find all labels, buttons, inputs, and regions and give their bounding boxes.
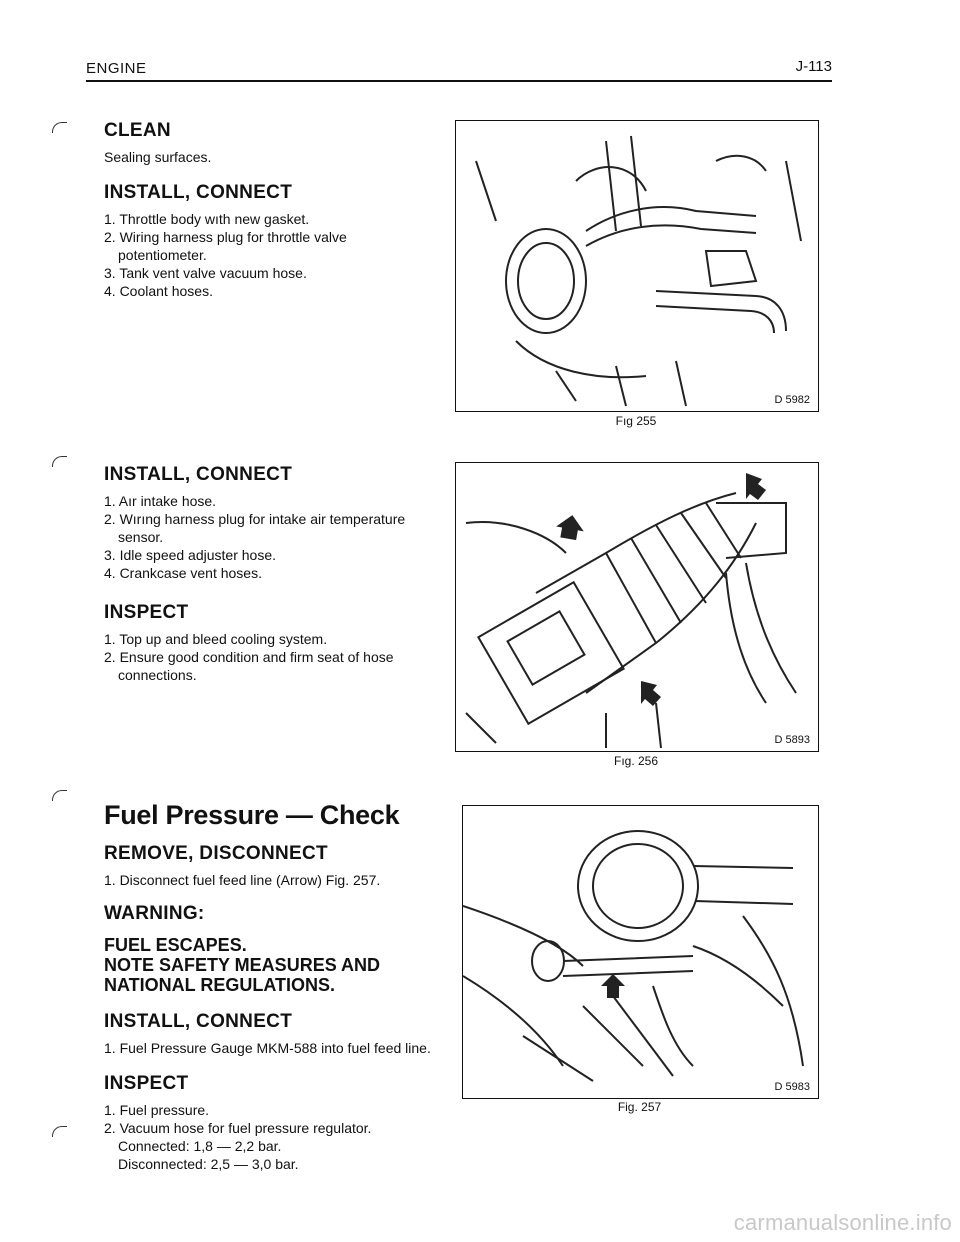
heading-warning: WARNING: <box>104 903 205 924</box>
inspect-list <box>104 1101 444 1137</box>
throttle-body-illustration <box>456 121 818 411</box>
figure-caption: Fig. 257 <box>617 1100 662 1114</box>
margin-mark <box>52 456 67 467</box>
figure-code: D 5982 <box>774 394 810 406</box>
list-item: 2. Wırıng harness plug for intake air temperature sensor. <box>104 511 406 545</box>
section-title: ENGINE <box>86 60 147 77</box>
warning-line: NOTE SAFETY MEASURES AND NATIONAL REGULATIONS. <box>104 955 381 995</box>
list-item: 4. Coolant hoses. <box>104 283 213 299</box>
intake-hose-illustration <box>456 463 818 751</box>
list-item: 3. Tank vent valve vacuum hose. <box>104 265 307 281</box>
remove-list <box>104 871 444 889</box>
watermark: carmanualsonline.info <box>733 1210 952 1235</box>
page-header <box>86 58 832 82</box>
margin-mark <box>52 122 67 133</box>
list-item: 3. Idle speed adjuster hose. <box>104 547 277 563</box>
heading-inspect: INSPECT <box>104 602 189 623</box>
figure-code: D 5893 <box>774 734 810 746</box>
warning-line: FUEL ESCAPES. <box>104 935 247 955</box>
list-item: 1. Top up and bleed cooling system. <box>104 631 328 647</box>
install-list <box>104 492 434 582</box>
clean-text: Sealing surfaces. <box>104 149 212 165</box>
figure-caption: Fıg. 256 <box>613 754 659 768</box>
figure-255 <box>455 120 819 412</box>
list-item: 1. Aır intake hose. <box>104 493 217 509</box>
figure-256 <box>455 462 819 752</box>
pressure-disconnected: Disconnected: 2,5 — 3,0 bar. <box>118 1156 299 1172</box>
margin-mark <box>52 1126 67 1137</box>
margin-mark <box>52 790 67 801</box>
heading-install-connect: INSTALL, CONNECT <box>104 182 293 203</box>
figure-caption: Fıg 255 <box>615 414 657 428</box>
page-number: J-113 <box>795 58 832 75</box>
heading-install-connect: INSTALL, CONNECT <box>104 464 293 485</box>
list-item: 2. Wiring harness plug for throttle valve potentiometer. <box>104 229 347 263</box>
list-item: 1. Fuel Pressure Gauge MKM-588 into fuel feed line. <box>104 1040 431 1056</box>
block-intake-install <box>104 464 434 684</box>
list-item: 1. Throttle body wıth new gasket. <box>104 211 310 227</box>
fuel-pressure-title: Fuel Pressure — Check <box>104 800 400 830</box>
install-list <box>104 210 434 300</box>
inspect-list <box>104 630 434 684</box>
install-list <box>104 1039 444 1057</box>
pressure-connected: Connected: 1,8 — 2,2 bar. <box>118 1138 282 1154</box>
figure-code: D 5983 <box>774 1081 810 1093</box>
block-throttle-install <box>104 120 434 300</box>
heading-remove-disconnect: REMOVE, DISCONNECT <box>104 843 328 864</box>
heading-clean: CLEAN <box>104 120 171 141</box>
list-item: 1. Fuel pressure. <box>104 1102 210 1118</box>
heading-install-connect: INSTALL, CONNECT <box>104 1011 293 1032</box>
heading-inspect: INSPECT <box>104 1073 189 1094</box>
list-item: 2. Ensure good condition and firm seat of hose connections. <box>104 649 394 683</box>
list-item: 1. Disconnect fuel feed line (Arrow) Fig. 257. <box>104 872 381 888</box>
list-item: 2. Vacuum hose for fuel pressure regulator. <box>104 1120 372 1136</box>
block-fuel-pressure <box>104 800 444 1173</box>
list-item: 4. Crankcase vent hoses. <box>104 565 262 581</box>
figure-257 <box>462 805 819 1099</box>
fuel-line-illustration <box>463 806 818 1098</box>
